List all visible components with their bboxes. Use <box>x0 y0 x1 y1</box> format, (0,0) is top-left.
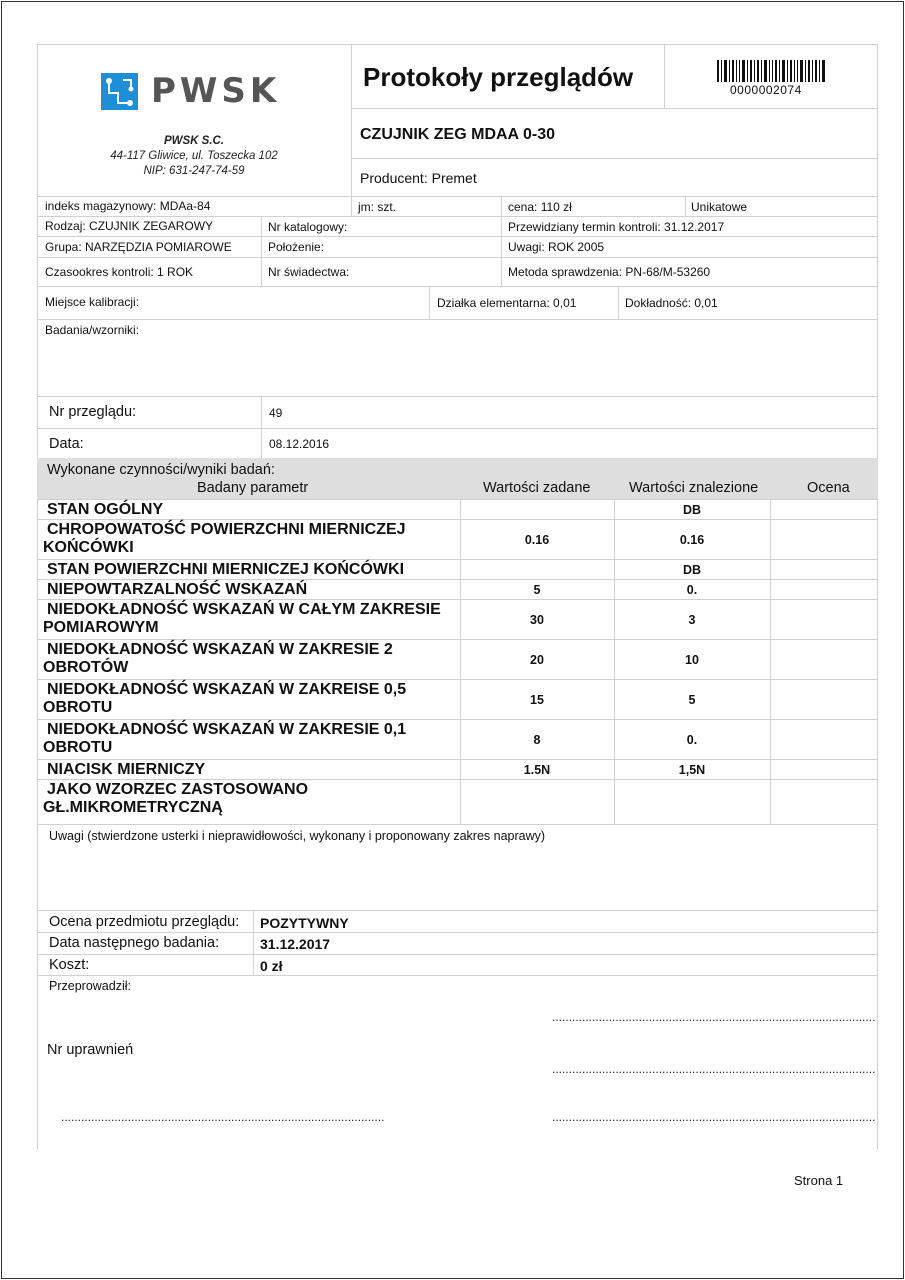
parameter-name <box>43 561 458 579</box>
results-table <box>37 499 878 824</box>
parameter-line: KOŃCÓWKI <box>43 539 134 556</box>
parameter-line: OBROTÓW <box>43 659 129 676</box>
catalog-field: Nr katalogowy: <box>268 220 348 234</box>
inspection-number-value: 49 <box>269 406 283 420</box>
item-name: CZUJNIK ZEG MDAA 0-30 <box>360 126 555 143</box>
parameter-line: NIEDOKŁADNOŚĆ WSKAZAŃ W ZAKREISE 0,5 <box>47 681 407 698</box>
inspection-number-label: Nr przeglądu: <box>49 404 137 420</box>
header-found-values: Wartości znalezione <box>629 480 759 496</box>
parameter-name <box>43 721 458 757</box>
parameter-name <box>43 761 458 779</box>
barcode-number: 0000002074 <box>730 83 802 97</box>
found-value: 0. <box>686 582 698 597</box>
set-value: 5 <box>533 582 541 597</box>
header-grade: Ocena <box>807 480 850 496</box>
next-date-value: 31.12.2017 <box>260 936 331 952</box>
notes-field: Uwagi: ROK 2005 <box>508 240 605 254</box>
period-field: Czasookres kontroli: 1 ROK <box>45 265 194 279</box>
price-field: cena: 110 zł <box>508 200 572 214</box>
unique-field: Unikatowe <box>691 200 748 214</box>
found-value: 5 <box>688 692 696 707</box>
logo-text: PWSK <box>151 71 281 111</box>
set-value: 1.5N <box>523 762 551 777</box>
set-value: 8 <box>533 732 541 747</box>
table-row <box>37 719 878 759</box>
results-header <box>37 458 878 499</box>
set-value: 30 <box>530 612 544 627</box>
company-logo <box>101 73 301 113</box>
parameter-line: STAN POWIERZCHNI MIERNICZEJ KOŃCÓWKI <box>47 561 405 578</box>
table-row <box>37 519 878 559</box>
cost-value: 0 zł <box>260 958 283 974</box>
found-value: 0.16 <box>679 532 705 547</box>
set-value: 15 <box>530 692 544 707</box>
grade-value: POZYTYWNY <box>260 915 349 931</box>
parameter-name <box>43 641 458 677</box>
protocol-document <box>37 44 878 1150</box>
parameter-line: JAKO WZORZEC ZASTOSOWANO <box>47 781 309 798</box>
cost-label: Koszt: <box>49 957 90 973</box>
found-value: 3 <box>688 612 696 627</box>
parameter-name <box>43 581 458 599</box>
document-title: Protokoły przeglądów <box>363 62 634 92</box>
company-nip: NIP: 631-247-74-59 <box>143 165 245 177</box>
barcode <box>717 60 827 84</box>
tests-field: Badania/wzorniki: <box>45 323 140 337</box>
type-field: Rodzaj: CZUJNIK ZEGAROWY <box>45 219 214 233</box>
parameter-name <box>43 501 458 519</box>
next-date-label: Data następnego badania: <box>49 935 220 951</box>
table-row <box>37 599 878 639</box>
parameter-line: NIEPOWTARZALNOŚĆ WSKAZAŃ <box>47 581 308 598</box>
signature-line-2: ................................................................................................. <box>552 1062 876 1076</box>
table-row <box>37 779 878 819</box>
parameter-line: OBROTU <box>43 699 113 716</box>
parameter-name <box>43 681 458 717</box>
company-address: 44-117 Gliwice, ul. Toszecka 102 <box>110 150 278 162</box>
found-value: DB <box>682 562 702 577</box>
parameter-line: CHROPOWATOŚĆ POWIERZCHNI MIERNICZEJ <box>47 521 406 538</box>
grade-label: Ocena przedmiotu przeglądu: <box>49 914 240 930</box>
page-number: Strona 1 <box>794 1173 844 1188</box>
index-field: indeks magazynowy: MDAa-84 <box>45 199 211 213</box>
certificate-field: Nr świadectwa: <box>268 265 350 279</box>
method-field: Metoda sprawdzenia: PN-68/M-53260 <box>508 265 711 279</box>
table-row <box>37 579 878 599</box>
parameter-line: POMIAROWYM <box>43 619 159 636</box>
group-field: Grupa: NARZĘDZIA POMIAROWE <box>45 240 232 254</box>
conducted-by-label: Przeprowadził: <box>49 979 131 993</box>
parameter-line: NIEDOKŁADNOŚĆ WSKAZAŃ W ZAKRESIE 0,1 <box>47 721 407 738</box>
unit-field: jm: szt. <box>358 200 396 214</box>
parameter-line: NIEDOKŁADNOŚĆ WSKAZAŃ W CAŁYM ZAKRESIE <box>47 601 441 618</box>
planned-control-field: Przewidziany termin kontroli: 31.12.2017 <box>508 220 725 234</box>
table-row <box>37 499 878 519</box>
remarks-label: Uwagi (stwierdzone usterki i nieprawidłowości, wykonany i proponowany zakres naprawy) <box>49 829 546 843</box>
inspection-date-value: 08.12.2016 <box>269 437 330 451</box>
table-row <box>37 639 878 679</box>
header-parameter: Badany parametr <box>197 480 309 496</box>
parameter-line: NIACISK MIERNICZY <box>47 761 206 778</box>
parameter-line: NIEDOKŁADNOŚĆ WSKAZAŃ W ZAKRESIE 2 <box>47 641 393 658</box>
found-value: 1,5N <box>678 762 706 777</box>
table-row <box>37 559 878 579</box>
producer: Producent: Premet <box>360 170 477 186</box>
parameter-name <box>43 601 458 637</box>
inspection-date-label: Data: <box>49 436 84 452</box>
found-value: DB <box>682 502 702 517</box>
company-name: PWSK S.C. <box>163 135 225 147</box>
parameter-line: OBROTU <box>43 739 113 756</box>
found-value: 10 <box>685 652 699 667</box>
calibration-place-field: Miejsce kalibracji: <box>45 295 140 309</box>
set-value: 20 <box>530 652 544 667</box>
table-row <box>37 679 878 719</box>
signature-line-1: ................................................................................................. <box>552 1010 876 1024</box>
results-section-title: Wykonane czynności/wyniki badań: <box>47 462 275 478</box>
parameter-line: STAN OGÓLNY <box>47 501 164 518</box>
set-value: 0.16 <box>524 532 550 547</box>
parameter-name <box>43 781 458 817</box>
table-row <box>37 759 878 779</box>
division-field: Działka elementarna: 0,01 <box>437 296 577 310</box>
header-set-values: Wartości zadane <box>483 480 591 496</box>
accuracy-field: Dokładność: 0,01 <box>625 296 718 310</box>
position-field: Położenie: <box>268 240 325 254</box>
parameter-name <box>43 521 458 557</box>
signature-line-4: ................................................................................................. <box>552 1110 876 1124</box>
found-value: 0. <box>686 732 698 747</box>
signature-line-3: ................................................................................................. <box>61 1110 385 1124</box>
license-number-label: Nr uprawnień <box>47 1042 134 1058</box>
parameter-line: GŁ.MIKROMETRYCZNĄ <box>43 799 223 816</box>
